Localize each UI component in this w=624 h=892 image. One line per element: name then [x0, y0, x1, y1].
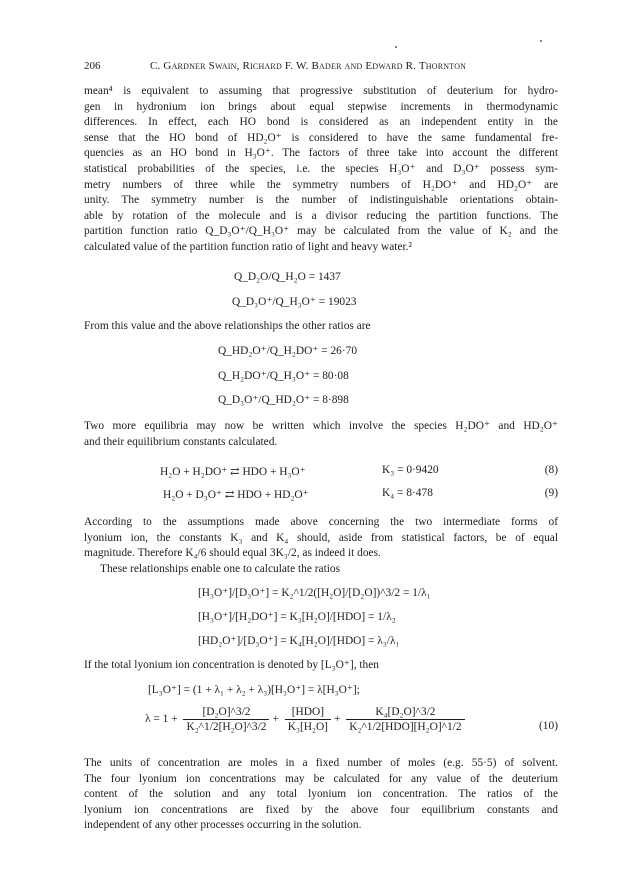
fraction-1 [183, 706, 269, 733]
text-line: lyonium ion concentrations are fixed by the above four equilibrium constants and [84, 803, 558, 816]
paragraph-two-equilibria [84, 419, 558, 450]
text-line: From this value and the above relationships the other ratios are [84, 320, 371, 332]
paragraph-intro [84, 84, 558, 256]
equation-9-number: (9) [544, 487, 558, 499]
text-line: gen in hydronium ion brings about equal stepwise increments in thermodynamic [84, 100, 558, 113]
text-line: According to the assumptions made above concerning the two intermediate forms of [84, 516, 558, 528]
equation-q-ratio-hydronium: Q_D₃O⁺/Q_H₃O⁺ = 19023 [232, 296, 357, 308]
text-line: These relationships enable one to calculate the ratios [100, 562, 341, 575]
fraction-3-denominator: K₂^1/2[HDO][H₂O]^1/2 [349, 721, 462, 733]
paragraph-according [84, 515, 558, 577]
fraction-1-numerator: [D₂O]^3/2 [183, 706, 269, 720]
equation-q-ratio-water: Q_D₂O/Q_H₂O = 1437 [234, 271, 341, 283]
text-line: metry numbers of three while the symmetry numbers of H₂DO⁺ and HD₂O⁺ are [84, 178, 558, 191]
text-line: calculated value of the partition function ratio of light and heavy water.² [84, 240, 412, 253]
text-line: lyonium ion, the constants K₃ and K₄ should, aside from statistical factors, be of equal [84, 531, 558, 544]
page-number: 206 [84, 60, 101, 72]
fraction-2-numerator: [HDO] [285, 706, 331, 720]
equation-10-lhs: λ = 1 + [145, 713, 178, 726]
equation-8-number: (8) [544, 464, 558, 476]
paragraph-from-value [84, 319, 558, 335]
text-line: partition function ratio Q_D₃O⁺/Q_H₃O⁺ may be calculated from the value of K₂ and the [84, 225, 558, 238]
text-line: content of the solution and any total lyonium ion concentration. The ratios of the [84, 788, 558, 801]
fraction-3 [346, 706, 464, 733]
fraction-3-numerator: K₄[D₂O]^3/2 [346, 706, 464, 720]
text-line: and their equilibrium constants calculated. [84, 435, 278, 448]
text-line: differences. In effect, each HO bond is considered as an independent entity in the [84, 116, 558, 129]
paragraph-units [84, 756, 558, 834]
equation-9-reaction: H₂O + D₃O⁺ ⇄ HDO + HD₂O⁺ [163, 489, 309, 501]
paragraph-if-total [84, 658, 558, 674]
equation-ratio-h3o-d3o: [H₃O⁺]/[D₃O⁺] = K₂^1/2([H₂O]/[D₂O])^3/2 = 1/λ₁ [198, 587, 431, 599]
text-line: quencies as an HO bond in H₃O⁺. The factors of three take into account the different [84, 147, 558, 160]
equation-ratio-3: Q_D₃O⁺/Q_HD₂O⁺ = 8·898 [218, 394, 349, 406]
equation-ratio-2: Q_H₂DO⁺/Q_H₃O⁺ = 80·08 [218, 370, 349, 382]
text-line: Two more equilibria may now be written which involve the species H₂DO⁺ and HD₂O⁺ [84, 420, 558, 432]
text-line: The units of concentration are moles in a fixed number of moles (e.g. 55·5) of solvent. [84, 757, 558, 769]
text-line: sense that the HO bond of HD₂O⁺ is considered to have the same fundamental fre- [84, 131, 558, 144]
equation-total-lyonium: [L₃O⁺] = (1 + λ₁ + λ₂ + λ₃)[H₃O⁺] = λ[H₃O⁺]; [148, 684, 360, 696]
fraction-1-denominator: K₂^1/2[H₂O]^3/2 [186, 721, 267, 733]
equation-ratio-1: Q_HD₂O⁺/Q_H₂DO⁺ = 26·70 [218, 345, 358, 357]
equation-ratio-h3o-h2do: [H₃O⁺]/[H₂DO⁺] = K₃[H₂O]/[HDO] = 1/λ₂ [198, 611, 396, 623]
fraction-2 [285, 706, 331, 733]
text-line: independent of any other processes occurring in the solution. [84, 819, 362, 832]
equation-8-reaction: H₂O + H₂DO⁺ ⇄ HDO + H₃O⁺ [160, 466, 306, 478]
equation-8-constant: K₃ = 0·9420 [382, 464, 439, 476]
equation-10-number: (10) [539, 720, 558, 732]
equation-9-constant: K₄ = 8·478 [382, 487, 433, 499]
text-line: magnitude. Therefore K₄/6 should equal 3K₃/2, as indeed it does. [84, 547, 381, 560]
text-line: able by rotation of the molecule and is a divisor reducing the partition functions. The [84, 209, 558, 222]
text-line: statistical probabilities of the species, i.e. the species H₃O⁺ and D₃O⁺ possess sym- [84, 162, 558, 175]
equation-10: λ = 1 + $\frac{\text{[D₂O]\textasciicircum{}3/2}}{\text{K₂\textasciicircum{}1/2[H₂O]\textasciicircum{}3/2}}$ + $\frac{\text{[HDO]}}{\text{K₃[H₂O]}}$ + $\frac{\text{K₄[D₂O]\textasciicircum{}3/2}}{\text{K₂\textasciicircum{}1/2[HDO][H₂O]\textasciicircum{}1/2}}$ [145, 706, 468, 733]
fraction-2-denominator: K₃[H₂O] [287, 721, 328, 733]
text-line: The four lyonium ion concentrations may be calculated for any value of the deuterium [84, 772, 558, 785]
running-title: C. Gardner Swain, Richard F. W. Bader and Edward R. Thornton [150, 60, 467, 72]
speck-mark [395, 46, 397, 48]
text-line: mean⁴ is equivalent to assuming that progressive substitution of deuterium for hydro- [84, 85, 558, 97]
text-line: unity. The symmetry number is the number of indistinguishable orientations obtain- [84, 194, 558, 207]
speck-mark [540, 40, 542, 42]
text-line: If the total lyonium ion concentration is denoted by [L₃O⁺], then [84, 659, 379, 671]
equation-ratio-hd2o-d3o: [HD₂O⁺]/[D₃O⁺] = K₄[H₂O]/[HDO] = λ₃/λ₁ [198, 635, 400, 647]
